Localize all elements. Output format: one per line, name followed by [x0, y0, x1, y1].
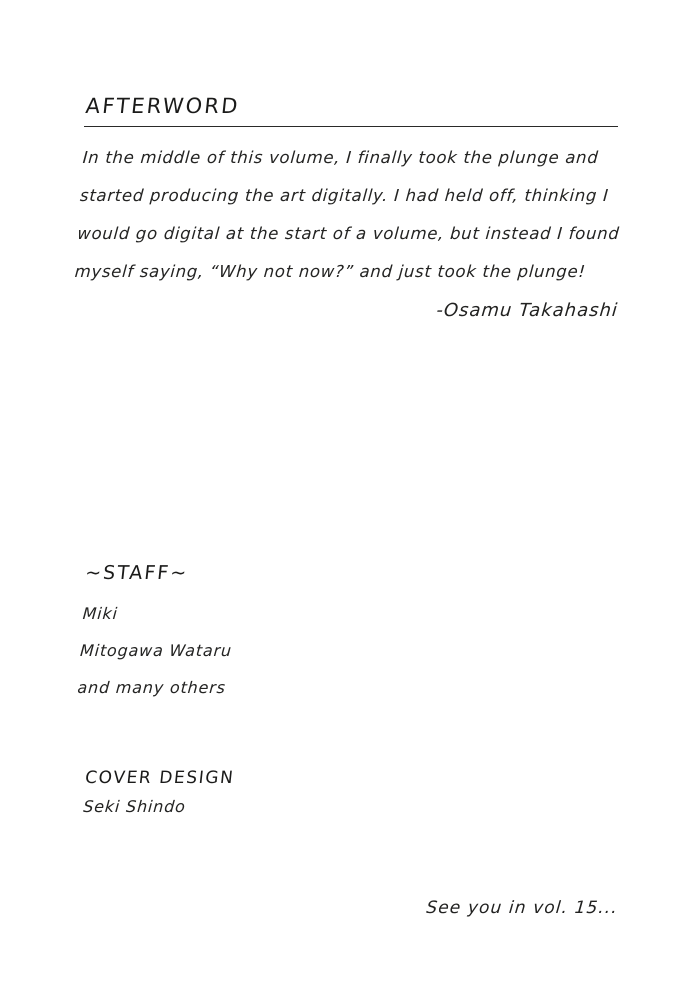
heading-underline: [84, 126, 618, 127]
author-signature: -Osamu Takahashi: [435, 300, 619, 321]
afterword-line: started producing the art digitally. I had held off, thinking I: [79, 186, 610, 205]
cover-design-name: Seki Shindo: [82, 797, 187, 817]
afterword-heading: AFTERWORD: [84, 94, 241, 118]
afterword-section: [74, 94, 621, 291]
afterword-line: In the middle of this volume, I finally took the plunge and: [82, 148, 600, 167]
list-item: and many others: [76, 677, 227, 697]
afterword-body: [73, 139, 624, 291]
staff-list: [76, 595, 236, 706]
list-item: Mitogawa Wataru: [79, 640, 233, 660]
closing-note: See you in vol. 15...: [425, 898, 619, 918]
cover-design-section: [82, 768, 236, 817]
staff-heading: ~STAFF~: [84, 562, 190, 584]
cover-design-heading: COVER DESIGN: [84, 768, 236, 788]
afterword-line: would go digital at the start of a volume, but instead I found: [76, 224, 621, 243]
staff-section: [76, 562, 236, 706]
list-item: Miki: [82, 603, 119, 623]
afterword-line: myself saying, “Why not now?” and just took the plunge!: [74, 262, 587, 281]
